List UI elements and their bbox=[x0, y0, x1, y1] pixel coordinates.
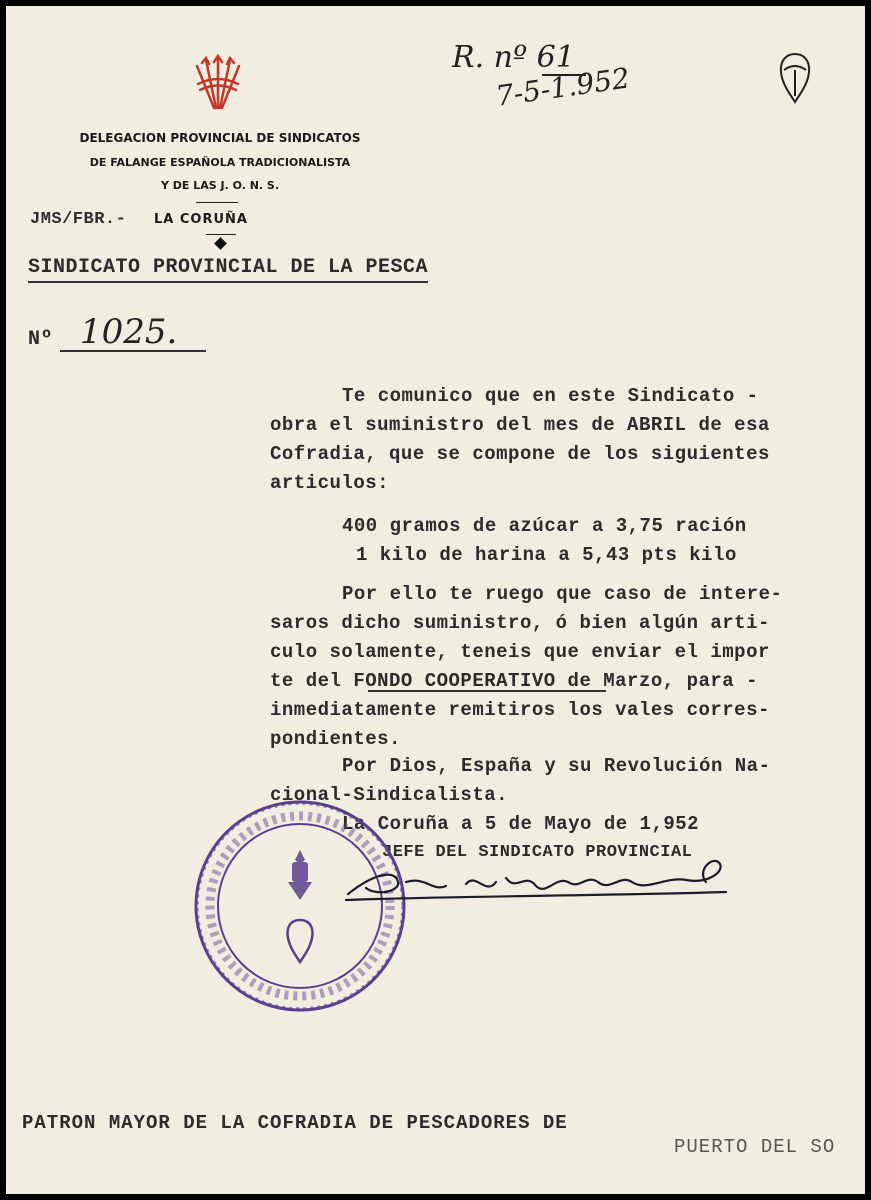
body-line: Cofradia, que se compone de los siguientes bbox=[270, 443, 770, 465]
signer-title: JEFE DEL SINDICATO PROVINCIAL bbox=[382, 843, 693, 862]
supply-item: 1 kilo de harina a 5,43 pts kilo bbox=[356, 544, 737, 566]
letterhead-line2: DE FALANGE ESPAÑOLA TRADICIONALISTA bbox=[89, 156, 351, 169]
letter-page bbox=[6, 6, 865, 1194]
place-date: La Coruña a 5 de Mayo de 1,952 bbox=[342, 813, 700, 835]
supply-item: 400 gramos de azúcar a 3,75 ración bbox=[342, 515, 747, 537]
registration-number: R. nº 61 bbox=[452, 40, 575, 75]
letterhead-line3: Y DE LAS J. O. N. S. bbox=[160, 179, 280, 192]
body-line: obra el suministro del mes de ABRIL de esa bbox=[270, 414, 770, 436]
registration-date: 7-5-1.952 bbox=[493, 61, 632, 113]
body-line: articulos: bbox=[270, 472, 390, 494]
letterhead-city: LA CORUÑA bbox=[154, 212, 248, 227]
handwritten-signature-icon bbox=[336, 852, 736, 912]
department-heading: SINDICATO PROVINCIAL DE LA PESCA bbox=[28, 256, 428, 283]
number-label: Nº bbox=[28, 328, 54, 351]
shield-emblem-icon bbox=[778, 52, 812, 104]
body-line: inmediatamente remitiros los vales corres- bbox=[270, 699, 770, 721]
yoke-arrows-emblem-icon bbox=[192, 54, 244, 114]
body-line: Te comunico que en este Sindicato - bbox=[342, 385, 759, 407]
body-line: Por ello te ruego que caso de intere- bbox=[342, 583, 783, 605]
body-line: pondientes. bbox=[270, 728, 401, 750]
letterhead-line1: DELEGACION PROVINCIAL DE SINDICATOS bbox=[79, 131, 361, 145]
document-number: 1025. bbox=[80, 312, 178, 352]
fondo-cooperativo-underline bbox=[368, 690, 606, 692]
closing-line: cional-Sindicalista. bbox=[270, 784, 509, 806]
recipient-line: PATRON MAYOR DE LA COFRADIA DE PESCADORES DE bbox=[22, 1112, 568, 1134]
city-divider bbox=[206, 234, 236, 235]
reference-code: JMS/FBR.- bbox=[30, 210, 127, 229]
body-line: saros dicho suministro, ó bien algún arti- bbox=[270, 612, 770, 634]
body-line: culo solamente, teneis que enviar el impor bbox=[270, 641, 770, 663]
closing-line: Por Dios, España y su Revolución Na- bbox=[342, 755, 771, 777]
body-line: te del FONDO COOPERATIVO de Marzo, para - bbox=[270, 670, 758, 692]
letterhead-divider bbox=[196, 202, 238, 203]
recipient-place: PUERTO DEL SO bbox=[674, 1136, 836, 1158]
diamond-ornament-icon bbox=[214, 237, 227, 250]
